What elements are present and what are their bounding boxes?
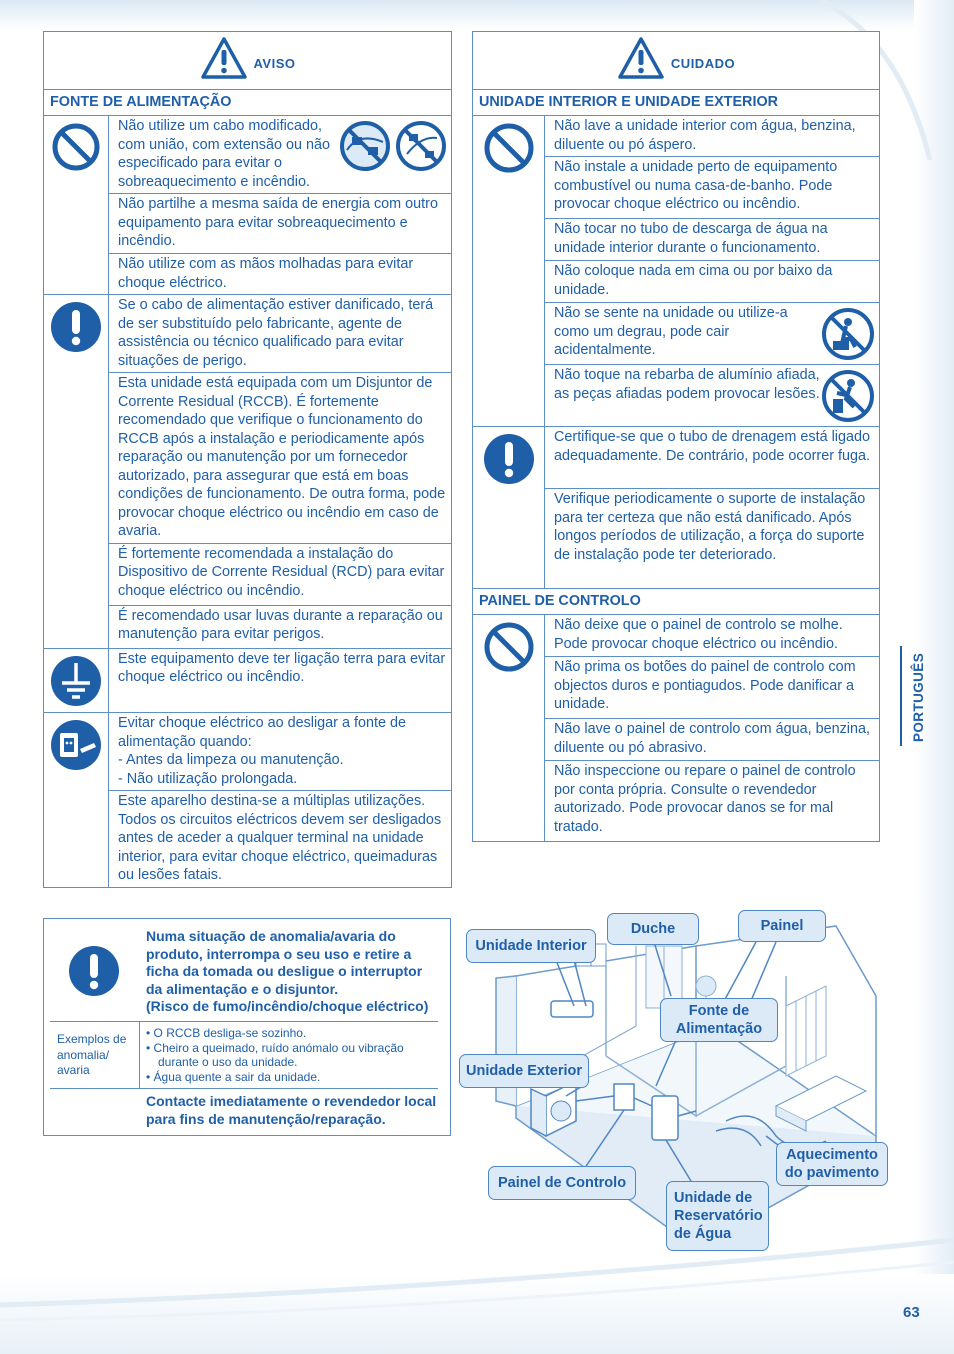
cuidado-item: Verifique periodicamente o suporte de instalação para ter certeza que não está danificado. Após longos períodos de utilização, a força do suporte de instalação pode ter deteriorado. [545, 489, 880, 589]
unplug-icon [50, 719, 102, 771]
warning-triangle-icon [617, 36, 665, 80]
label-power-supply: Fonte de Alimentação [660, 998, 778, 1042]
cuidado-title: CUIDADO [670, 56, 736, 72]
aviso-icon-cell-3 [44, 648, 109, 713]
aviso-icon-cell-1 [44, 116, 109, 295]
aviso-item: Esta unidade está equipada com um Disjuntor de Corrente Residual (RCCB). É fortemente recomendado que verifique o funcionamento do RCCB após a instalação e periodicamente após reparação ou manutenção por um fornecedor autorizado, para assegurar que está em boas condições de funcionamento. De outra forma, pode provocar choque eléctrico ou incêndio em caso de avaria. [109, 373, 452, 544]
cuidado-icon-cell-3 [473, 615, 545, 842]
aviso-table [43, 31, 452, 888]
anomaly-divider [139, 1022, 140, 1089]
aviso-item: Não partilhe a mesma saída de energia com outro equipamento para evitar sobreaquecimento e incêndio. [109, 194, 452, 254]
no-touching-fins-icon [821, 369, 875, 423]
cuidado-item: Não lave a unidade interior com água, benzina, diluente ou pó áspero. [545, 116, 880, 157]
cuidado-item: Não coloque nada em cima ou por baixo da unidade. [545, 261, 880, 303]
cuidado-item: Não deixe que o painel de controlo se molhe. Pode provocar choque eléctrico ou incêndio. [545, 615, 880, 657]
prohibited-extension-cable-icon [339, 120, 391, 172]
warning-triangle-icon [200, 36, 248, 80]
aviso-item: Se o cabo de alimentação estiver danificado, terá de ser substituído pelo fabricante, agente de assistência ou técnico qualificado para evitar situações de perigo. [109, 295, 452, 373]
anomaly-examples-list [146, 1026, 438, 1084]
cuidado-item: Não inspeccione ou repare o painel de controlo por conta própria. Consulte o revendedor autorizado. Pode provocar danos se for mal tratado. [545, 761, 880, 842]
cuidado-item: Não toque na rebarba de alumínio afiada, as peças afiadas podem provocar lesões. [545, 365, 880, 427]
cuidado-section-indoor-outdoor: UNIDADE INTERIOR E UNIDADE EXTERIOR [473, 90, 880, 116]
label-floor-heating: Aquecimento do pavimento [776, 1142, 888, 1186]
aviso-icon-cell-4 [44, 713, 109, 888]
label-control-panel: Painel de Controlo [488, 1166, 636, 1200]
prohibited-modified-cable-icon [395, 120, 447, 172]
mandatory-exclamation-icon [68, 945, 120, 997]
language-label: PORTUGUÊS [911, 652, 926, 742]
prohibited-icon [483, 621, 535, 673]
label-shower: Duche [607, 913, 699, 945]
mandatory-exclamation-icon [50, 301, 102, 353]
aviso-header [44, 32, 452, 90]
page-number: 63 [903, 1304, 920, 1321]
prohibited-icon [483, 122, 535, 174]
aviso-item: É recomendado usar luvas durante a reparação ou manutenção para evitar perigos. [109, 605, 452, 648]
aviso-section-title: FONTE DE ALIMENTAÇÃO [44, 90, 452, 116]
list-item: • O RCCB desliga-se sozinho. [146, 1026, 307, 1040]
anomaly-examples-row [50, 1021, 438, 1089]
prohibited-cable-pictograms [339, 117, 447, 172]
cuidado-item: Não lave o painel de controlo com água, benzina, diluente ou pó abrasivo. [545, 719, 880, 761]
label-panel: Painel [738, 910, 826, 942]
label-water-tank-unit: Unidade de Reservatório de Água [666, 1181, 769, 1251]
cuidado-item: Não tocar no tubo de descarga de água na unidade interior durante o funcionamento. [545, 219, 880, 261]
cuidado-table [472, 31, 880, 842]
cuidado-item: Certifique-se que o tubo de drenagem está ligado adequadamente. De contrário, pode ocorrer fuga. [545, 427, 880, 489]
aviso-item: É fortemente recomendada a instalação do Dispositivo de Corrente Residual (RCD) para evitar choque eléctrico ou incêndio. [109, 543, 452, 605]
list-item: • Cheiro a queimado, ruído anómalo ou vibração durante o uso da unidade. [146, 1040, 404, 1069]
cuidado-section-control-panel: PAINEL DE CONTROLO [473, 589, 880, 615]
aviso-item: Não utilize um cabo modificado, com união, com extensão ou não especificado para evitar o sobreaquecimento e incêndio. [109, 116, 452, 194]
anomaly-box [43, 918, 451, 1136]
aviso-icon-cell-2 [44, 295, 109, 649]
cuidado-item: Não prima os botões do painel de controlo com objectos duros e pontiagudos. Pode danificar a unidade. [545, 657, 880, 719]
language-tab-line [900, 646, 902, 746]
language-tab [900, 646, 954, 746]
aviso-item: Este equipamento deve ter ligação terra para evitar choque eléctrico ou incêndio. [109, 648, 452, 713]
list-item: • Água quente a sair da unidade. [146, 1069, 321, 1084]
anomaly-examples-label: Exemplos de anomalia/ avaria [57, 1032, 127, 1077]
prohibited-icon [51, 122, 101, 172]
cuidado-icon-cell-1 [473, 116, 545, 427]
ground-earth-icon [50, 655, 102, 707]
label-outdoor-unit: Unidade Exterior [459, 1054, 589, 1088]
no-sitting-on-unit-icon [821, 307, 875, 361]
aviso-item: Este aparelho destina-se a múltiplas utilizações. Todos os circuitos eléctricos devem ser desligados antes de aceder a qualquer terminal na unidade interior, para evitar choque eléctrico, queimaduras ou lesões fatais. [109, 791, 452, 888]
aviso-item: Evitar choque eléctrico ao desligar a fonte de alimentação quando: - Antes da limpeza ou manutenção. - Não utilização prolongada. [109, 713, 452, 791]
aviso-title: AVISO [253, 56, 296, 72]
label-indoor-unit: Unidade Interior [466, 929, 596, 963]
cuidado-item: Não instale a unidade perto de equipamento combustível ou numa casa-de-banho. Pode provocar choque eléctrico ou incêndio. [545, 157, 880, 219]
mandatory-exclamation-icon [483, 433, 535, 485]
cuidado-item: Não se sente na unidade ou utilize-a como um degrau, pode cair acidentalmente. [545, 303, 880, 365]
cuidado-icon-cell-2 [473, 427, 545, 589]
aviso-item: Não utilize com as mãos molhadas para evitar choque eléctrico. [109, 254, 452, 295]
anomaly-title: Numa situação de anomalia/avaria do produto, interrompa o seu uso e retire a ficha da tomada ou desligue o interruptor da alimentação e o disjuntor. (Risco de fumo/incêndio/choque eléctrico) [146, 928, 429, 1014]
anomaly-footer: Contacte imediatamente o revendedor local para fins de manutenção/reparação. [146, 1093, 437, 1127]
cuidado-header [473, 32, 880, 90]
